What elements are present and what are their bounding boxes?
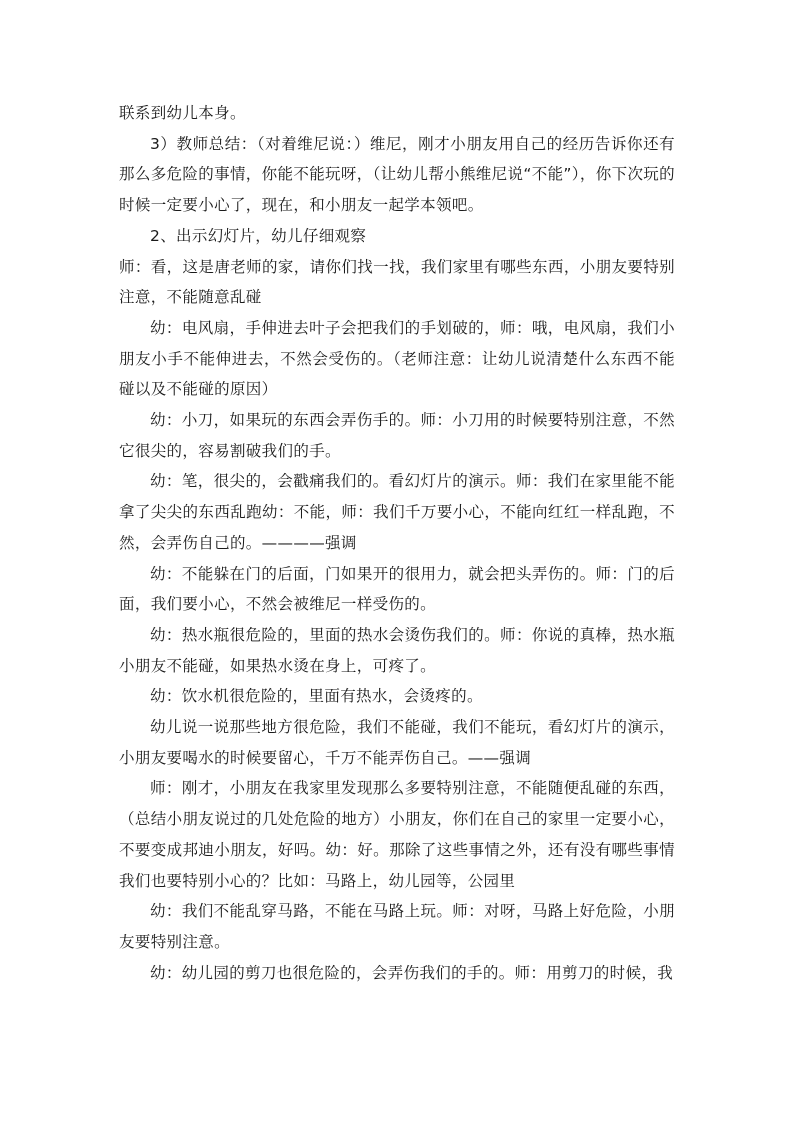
paragraph-7: 幼：笔，很尖的，会戳痛我们的。看幻灯片的演示。师：我们在家里能不能拿了尖尖的东西乱跑幼：不能，师：我们千万要小心，不能向红红一样乱跑，不然，会弄伤自己的。————强调 xyxy=(119,472,675,552)
paragraph-12: 师：刚才，小朋友在我家里发现那么多要特别注意，不能随便乱碰的东西，（总结小朋友说过的几处危险的地方）小朋友，你们在自己的家里一定要小心，不要变成邦迪小朋友，好吗。幼：好。那除了这些事情之外，还有没有哪些事情我们也要特别小心的？比如：马路上，幼儿园等，公园里 xyxy=(119,779,675,890)
paragraph-9: 幼：热水瓶很危险的，里面的热水会烫伤我们的。师：你说的真棒，热水瓶小朋友不能碰，如果热水烫在身上，可疼了。 xyxy=(119,625,675,675)
paragraph-5: 幼：电风扇，手伸进去叶子会把我们的手划破的，师：哦，电风扇，我们小朋友小手不能伸进去，不然会受伤的。（老师注意：让幼儿说清楚什么东西不能碰以及不能碰的原因） xyxy=(119,318,675,399)
paragraph-1: 联系到幼儿本身。 xyxy=(119,104,246,122)
paragraph-3: 2、出示幻灯片，幼儿仔细观察 xyxy=(150,226,367,245)
paragraph-4: 师：看，这是唐老师的家，请你们找一找，我们家里有哪些东西，小朋友要特别注意，不能随意乱碰 xyxy=(119,257,675,307)
paragraph-11: 幼儿说一说那些地方很危险，我们不能碰，我们不能玩，看幻灯片的演示，小朋友要喝水的时候要留心，千万不能弄伤自己。——强调 xyxy=(119,718,675,767)
paragraph-14: 幼：幼儿园的剪刀也很危险的，会弄伤我们的手的。师：用剪刀的时候，我 xyxy=(150,963,674,982)
paragraph-13: 幼：我们不能乱穿马路，不能在马路上玩。师：对呀，马路上好危险，小朋友要特别注意。 xyxy=(119,902,675,951)
paragraph-2: 3）教师总结：（对着维尼说：）维尼，刚才小朋友用自己的经历告诉你还有那么多危险的事情，你能不能玩呀，（让幼儿帮小熊维尼说“不能”），你下次玩的时候一定要小心了，现在，和小朋友一起学本领吧。 xyxy=(119,134,676,215)
paragraph-8: 幼：不能躲在门的后面，门如果开的很用力，就会把头弄伤的。师：门的后面，我们要小心，不然会被维尼一样受伤的。 xyxy=(119,564,675,614)
document-body xyxy=(119,98,675,988)
paragraph-10: 幼：饮水机很危险的，里面有热水，会烫疼的。 xyxy=(150,687,483,706)
paragraph-6: 幼：小刀，如果玩的东西会弄伤手的。师：小刀用的时候要特别注意，不然它很尖的，容易割破我们的手。 xyxy=(119,411,675,460)
